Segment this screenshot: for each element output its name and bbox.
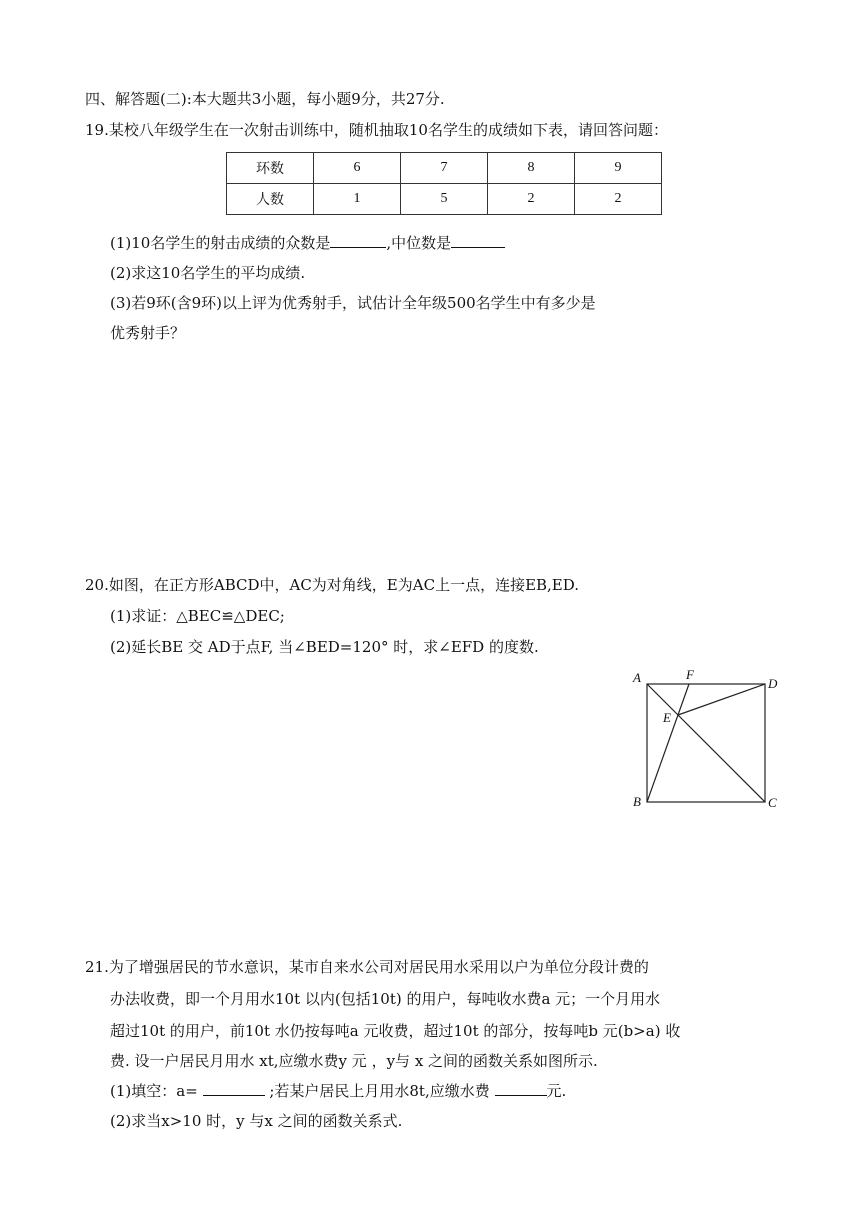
q21-part1-b-text: ;若某户居民上月用水8t,应缴水费 <box>269 1082 490 1100</box>
q21-part1 <box>110 1080 566 1102</box>
table-row <box>227 184 662 215</box>
a-answer-blank <box>203 1081 265 1096</box>
label-c: C <box>768 795 777 810</box>
q20-part1: (1)求证：△BEC≌△DEC; <box>110 607 285 625</box>
q20-part2: (2)延长BE 交 AD于点F, 当∠BED=120° 时，求∠EFD 的度数. <box>110 638 539 656</box>
q20-stem: 20.如图，在正方形ABCD中，AC为对角线，E为AC上一点，连接EB,ED. <box>85 576 580 594</box>
table-cell: 2 <box>575 184 662 215</box>
diagonal-ac <box>647 684 765 802</box>
label-b: B <box>633 794 641 809</box>
q19-part1 <box>110 232 505 254</box>
q21-part1-c-text: 元. <box>546 1082 567 1100</box>
q19-part1-median-text: ,中位数是 <box>386 234 452 252</box>
table-header-cell: 环数 <box>227 153 314 184</box>
q21-part2: (2)求当x>10 时，y 与x 之间的函数关系式. <box>110 1112 403 1130</box>
q19-part2: (2)求这10名学生的平均成绩. <box>110 264 306 282</box>
q21-line3: 超过10t 的用户，前10t 水仍按每吨a 元收费，超过10t 的部分，按每吨b 元(b>a) 收 <box>110 1022 681 1040</box>
table-cell: 8 <box>488 153 575 184</box>
q21-part1-a-text: (1)填空：a= <box>110 1082 198 1100</box>
label-d: D <box>768 676 778 691</box>
section-header: 四、解答题(二):本大题共3小题，每小题9分，共27分. <box>85 90 445 108</box>
square-abcd-figure <box>625 666 785 816</box>
q21-line4: 费. 设一户居民月用水 xt,应缴水费y 元 ，y与 x 之间的函数关系如图所示. <box>110 1052 598 1070</box>
q19-part1-mode-text: (1)10名学生的射击成绩的众数是 <box>110 234 331 252</box>
median-answer-blank <box>451 233 505 248</box>
table-row <box>227 153 662 184</box>
label-a: A <box>633 670 641 685</box>
q21-line1: 21.为了增强居民的节水意识，某市自来水公司对居民用水采用以户为单位分段计费的 <box>85 958 649 976</box>
label-f: F <box>686 667 694 682</box>
q19-part3-line1: (3)若9环(含9环)以上评为优秀射手，试估计全年级500名学生中有多少是 <box>110 294 596 312</box>
table-cell: 2 <box>488 184 575 215</box>
segment-ed <box>678 684 765 715</box>
q19-stem: 19.某校八年级学生在一次射击训练中，随机抽取10名学生的成绩如下表，请回答问题： <box>85 121 668 139</box>
segment-bf <box>647 684 689 802</box>
q21-line2: 办法收费，即一个月用水10t 以内(包括10t) 的用户，每吨收水费a 元；一个月用水 <box>110 990 661 1008</box>
table-cell: 1 <box>314 184 401 215</box>
q19-part3-line2: 优秀射手？ <box>110 324 186 342</box>
table-cell: 7 <box>401 153 488 184</box>
table-cell: 5 <box>401 184 488 215</box>
fee-answer-blank <box>495 1081 547 1096</box>
table-cell: 9 <box>575 153 662 184</box>
label-e: E <box>663 710 671 725</box>
table-cell: 6 <box>314 153 401 184</box>
table-header-cell: 人数 <box>227 184 314 215</box>
mode-answer-blank <box>330 233 386 248</box>
score-table <box>226 152 662 215</box>
